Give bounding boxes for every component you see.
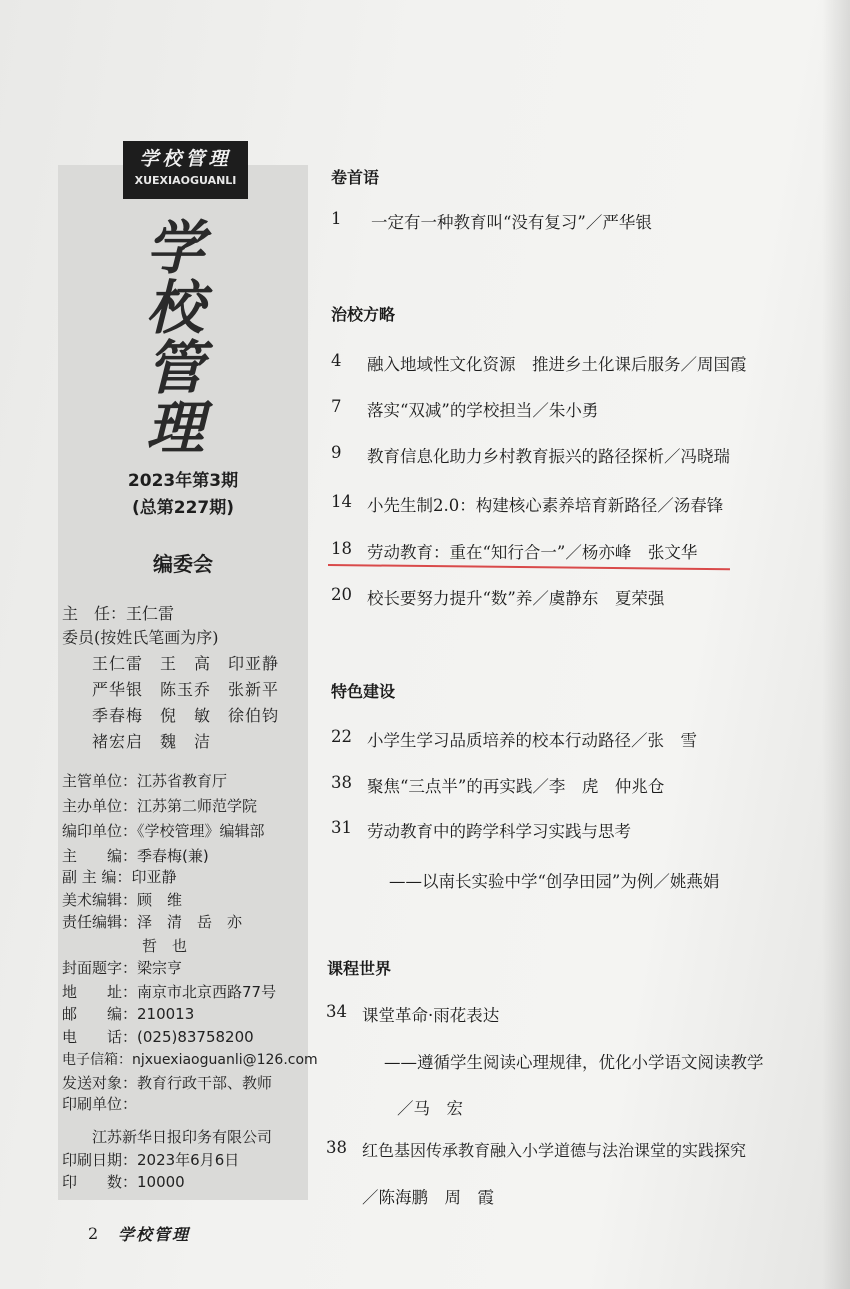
toc-page-number: 9 <box>331 443 342 462</box>
board-member-row: 褚宏启 魏 洁 <box>92 732 212 751</box>
toc-entry-title: 课堂革命·雨花表达 <box>362 1006 500 1025</box>
logo-chinese: 学校管理 <box>139 148 232 170</box>
toc-entry-title: 一定有一种教育叫“没有复习”／严华银 <box>371 213 652 232</box>
info-cover-calligraphy: 封面题字：梁宗亨 <box>62 959 183 977</box>
board-member-row: 严华银 陈玉乔 张新平 <box>92 680 280 699</box>
toc-entry-title: 聚焦“三点半”的再实践／李 虎 仲兆仓 <box>367 777 665 796</box>
section-title: 课程世界 <box>327 959 392 978</box>
toc-entry-title: 融入地域性文化资源 推进乡土化课后服务／周国霞 <box>367 355 747 374</box>
page-curl-shadow <box>822 0 850 1289</box>
toc-page-number: 38 <box>331 773 352 792</box>
info-print-run: 印 数：10000 <box>62 1173 185 1191</box>
info-supervisor: 主管单位：江苏省教育厅 <box>62 772 228 790</box>
editorial-board-title: 编委会 <box>153 552 213 576</box>
info-chief-editor: 主 编：季春梅(兼) <box>62 847 209 865</box>
footer-logo: 学校管理 <box>118 1225 191 1244</box>
toc-page-number: 18 <box>331 539 352 558</box>
info-print-date: 印刷日期：2023年6月6日 <box>62 1151 240 1169</box>
toc-entry-title: 劳动教育中的跨学科学习实践与思考 <box>367 822 631 841</box>
toc-page-number: 1 <box>331 209 342 228</box>
info-responsible-editor-cont: 哲 也 <box>142 937 188 955</box>
issue-total: (总第227期) <box>131 498 235 518</box>
toc-entry-author: ／陈海鹏 周 霞 <box>362 1188 494 1207</box>
board-member-row: 季春梅 倪 敏 徐伯钧 <box>92 706 280 725</box>
section-title: 治校方略 <box>331 305 396 324</box>
calligraphy-char: 管 <box>145 334 204 402</box>
info-printer: 江苏新华日报印务有限公司 <box>92 1128 273 1146</box>
info-sponsor: 主办单位：江苏第二师范学院 <box>62 797 258 815</box>
toc-page-number: 22 <box>331 727 352 746</box>
toc-entry-title: 校长要努力提升“数”养／虞静东 夏荣强 <box>367 589 665 608</box>
info-responsible-editor: 责任编辑：泽 清 岳 亦 <box>62 913 243 931</box>
toc-entry-author: ／马 宏 <box>397 1099 463 1118</box>
toc-entry-title: 劳动教育：重在“知行合一”／杨亦峰 张文华 <box>367 543 698 562</box>
toc-page-number: 20 <box>331 585 352 604</box>
board-member-row: 王仁雷 王 高 印亚静 <box>92 654 280 673</box>
board-director: 主 任：王仁雷 <box>62 604 175 623</box>
info-printer-label: 印刷单位： <box>62 1095 138 1113</box>
toc-page-number: 14 <box>331 492 352 511</box>
info-publisher: 编印单位：《学校管理》编辑部 <box>62 822 265 840</box>
info-postcode: 邮 编：210013 <box>62 1005 195 1023</box>
info-phone: 电 话：(025)83758200 <box>62 1028 254 1046</box>
info-email: 电子信箱：njxuexiaoguanli@126.com <box>62 1052 318 1068</box>
toc-page-number: 31 <box>331 818 352 837</box>
red-pen-underline <box>328 564 730 570</box>
calligraphy-char: 校 <box>145 274 204 342</box>
info-audience: 发送对象：教育行政干部、教师 <box>62 1074 273 1092</box>
calligraphy-char: 学 <box>145 214 204 282</box>
toc-entry-title: 红色基因传承教育融入小学道德与法治课堂的实践探究 <box>362 1141 747 1160</box>
info-art-editor: 美术编辑：顾 维 <box>62 891 183 909</box>
info-deputy-editor: 副 主 编：印亚静 <box>62 868 177 886</box>
issue-number: 2023年第3期 <box>127 471 239 491</box>
toc-page-number: 38 <box>326 1138 347 1157</box>
toc-entry-title: 落实“双减”的学校担当／朱小勇 <box>367 401 599 420</box>
board-members-label: 委员(按姓氏笔画为序) <box>62 628 219 647</box>
toc-entry-title: 小学生学习品质培养的校本行动路径／张 雪 <box>367 731 697 750</box>
toc-page-number: 4 <box>331 351 342 370</box>
info-address: 地 址：南京市北京西路77号 <box>62 983 277 1001</box>
toc-entry-subtitle: ——以南长实验中学“创孕田园”为例／姚燕娟 <box>389 872 720 891</box>
calligraphy-title <box>130 214 220 462</box>
section-title: 卷首语 <box>331 168 380 187</box>
magazine-logo <box>123 141 248 199</box>
logo-pinyin: XUEXIAOGUANLI <box>134 174 237 187</box>
toc-entry-title: 小先生制2.0：构建核心素养培育新路径／汤春锋 <box>367 496 724 515</box>
toc-entry-title: 教育信息化助力乡村教育振兴的路径探析／冯晓瑞 <box>367 447 730 466</box>
toc-entry-subtitle: ——遵循学生阅读心理规律，优化小学语文阅读教学 <box>384 1053 764 1072</box>
footer-page-number: 2 <box>88 1224 99 1243</box>
toc-page-number: 34 <box>326 1002 347 1021</box>
calligraphy-char: 理 <box>145 394 204 462</box>
section-title: 特色建设 <box>331 682 396 701</box>
toc-page-number: 7 <box>331 397 342 416</box>
